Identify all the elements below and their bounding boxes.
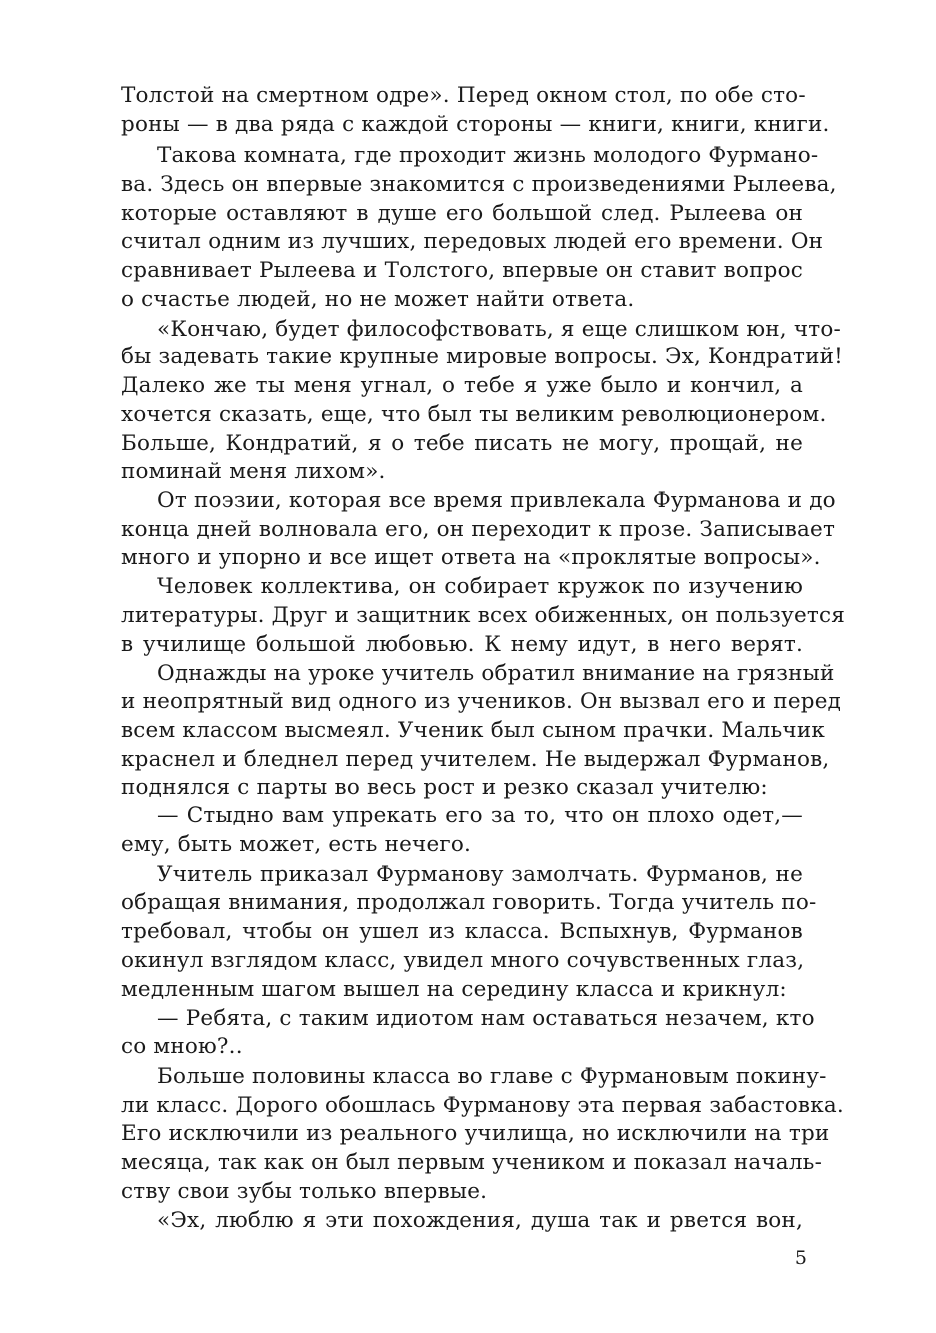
text-line: краснел и бледнел перед учителем. Не выдержал Фурманов, — [121, 747, 830, 772]
text-line: Его исключили из реального училища, но исключили на три — [121, 1121, 830, 1146]
text-line: Больше половины класса во главе с Фурмановым покину- — [157, 1064, 827, 1089]
text-line: бы задевать такие крупные мировые вопросы. Эх, Кондратий! — [121, 344, 843, 369]
text-line: ему, быть может, есть нечего. — [121, 832, 472, 857]
text-line: — Стыдно вам упрекать его за то, что он плохо одет,— — [157, 803, 803, 828]
text-line: конца дней волновала его, он переходит к прозе. Записывает — [121, 517, 836, 542]
text-line: поднялся с парты во весь рост и резко сказал учителю: — [121, 775, 768, 800]
text-line: От поэзии, которая все время привлекала Фурманова и до — [157, 488, 836, 513]
text-line: ва. Здесь он впервые знакомится с произведениями Рылеева, — [121, 172, 837, 197]
text-line: Далеко же ты меня угнал, о тебе я уже было и кончил, а — [121, 373, 803, 398]
text-line: — Ребята, с таким идиотом нам оставаться незачем, кто — [157, 1006, 815, 1031]
text-line: о счастье людей, но не может найти ответа. — [121, 287, 635, 312]
text-line: сравнивает Рылеева и Толстого, впервые он ставит вопрос — [121, 258, 803, 283]
text-line: литературы. Друг и защитник всех обиженных, он пользуется — [121, 603, 845, 628]
text-line: роны — в два ряда с каждой стороны — книги, книги, книги. — [121, 112, 830, 137]
page-number: 5 — [794, 1247, 807, 1269]
text-line: ли класс. Дорого обошлась Фурманову эта первая забастовка. — [121, 1093, 844, 1118]
text-line: которые оставляют в душе его большой след. Рылеева он — [121, 201, 803, 226]
text-line: «Кончаю, будет философствовать, я еще слишком юн, что- — [157, 317, 841, 342]
text-line: «Эх, люблю я эти похождения, душа так и рвется вон, — [157, 1208, 803, 1233]
text-line: со мною?.. — [121, 1034, 243, 1059]
text-line: ству свои зубы только впервые. — [121, 1179, 488, 1204]
text-line: медленным шагом вышел на середину класса и крикнул: — [121, 977, 787, 1002]
text-line: много и упорно и все ищет ответа на «проклятые вопросы». — [121, 545, 821, 570]
text-line: Однажды на уроке учитель обратил внимание на грязный — [157, 661, 835, 686]
text-line: требовал, чтобы он ушел из класса. Вспыхнув, Фурманов — [121, 919, 803, 944]
text-line: обращая внимания, продолжал говорить. Тогда учитель по- — [121, 890, 817, 915]
text-line: хочется сказать, еще, что был ты великим революционером. — [121, 402, 827, 427]
text-line: месяца, так как он был первым учеником и показал началь- — [121, 1150, 823, 1175]
text-line: считал одним из лучших, передовых людей его времени. Он — [121, 229, 824, 254]
text-line: Толстой на смертном одре». Перед окном стол, по обе сто- — [121, 83, 806, 108]
text-line: поминай меня лихом». — [121, 459, 386, 484]
text-line: окинул взглядом класс, увидел много сочувственных глаз, — [121, 948, 805, 973]
text-line: Человек коллектива, он собирает кружок по изучению — [157, 574, 803, 599]
text-line: Больше, Кондратий, я о тебе писать не могу, прощай, не — [121, 431, 803, 456]
text-line: Учитель приказал Фурманову замолчать. Фурманов, не — [157, 862, 803, 887]
text-line: Такова комната, где проходит жизнь молодого Фурмано- — [157, 143, 819, 168]
text-line: всем классом высмеял. Ученик был сыном прачки. Мальчик — [121, 718, 825, 743]
text-line: и неопрятный вид одного из учеников. Он вызвал его и перед — [121, 689, 842, 714]
text-line: в училище большой любовью. К нему идут, в него верят. — [121, 632, 803, 657]
